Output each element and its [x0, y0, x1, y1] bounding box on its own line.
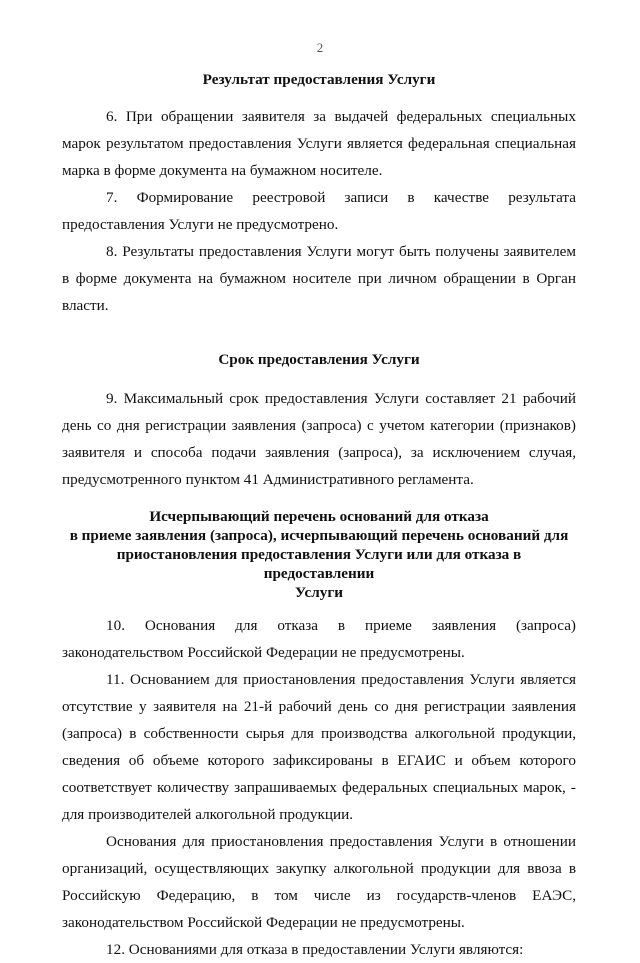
document-body — [62, 66, 576, 963]
section-heading-term: Срок предоставления Услуги — [218, 351, 420, 368]
section-heading-grounds — [62, 507, 576, 602]
heading-line-1: Исчерпывающий перечень оснований для отказа — [149, 508, 489, 525]
section-heading-result: Результат предоставления Услуги — [202, 71, 436, 88]
heading-line-2: в приеме заявления (запроса), исчерпывающий перечень оснований для — [69, 527, 569, 544]
paragraph-10: 10. Основания для отказа в приеме заявления (запроса) законодательством Российской Федерации не предусмотрены. — [62, 617, 576, 661]
heading-line-4: Услуги — [294, 584, 343, 601]
paragraph-9: 9. Максимальный срок предоставления Услуги составляет 21 рабочий день со дня регистрации заявления (запроса) с учетом категории (признаков) заявителя и способа подачи заявления (запроса), за исключением случая, предусмотренного пунктом 41 Административного регламента. — [62, 390, 576, 488]
page-number: 2 — [316, 40, 324, 55]
paragraph-6: 6. При обращении заявителя за выдачей федеральных специальных марок результатом предоставления Услуги является федеральная специальная марка в форме документа на бумажном носителе. — [62, 108, 576, 179]
paragraph-7: 7. Формирование реестровой записи в качестве результата предоставления Услуги не предусмотрено. — [62, 189, 576, 233]
paragraph-11: 11. Основанием для приостановления предоставления Услуги является отсутствие у заявителя на 21-й рабочий день со дня регистрации заявления (запроса) в собственности сырья для производства алкогольной продукции, сведения об объеме которого зафиксированы в ЕГАИС и объем которого соответствует количеству запрашиваемых федеральных специальных марок, - для производителей алкогольной продукции. — [62, 671, 576, 823]
paragraph-12: 12. Основаниями для отказа в предоставлении Услуги являются: — [106, 941, 524, 958]
heading-line-3: приостановления предоставления Услуги или для отказа в предоставлении — [116, 546, 522, 582]
paragraph-8: 8. Результаты предоставления Услуги могут быть получены заявителем в форме документа на бумажном носителе при личном обращении в Орган власти. — [62, 243, 576, 314]
paragraph-11b: Основания для приостановления предоставления Услуги в отношении организаций, осуществляющих закупку алкогольной продукции для ввоза в Российскую Федерацию, в том числе из государств-членов ЕАЭС, законодательством Российской Федерации не предусмотрены. — [62, 833, 576, 931]
